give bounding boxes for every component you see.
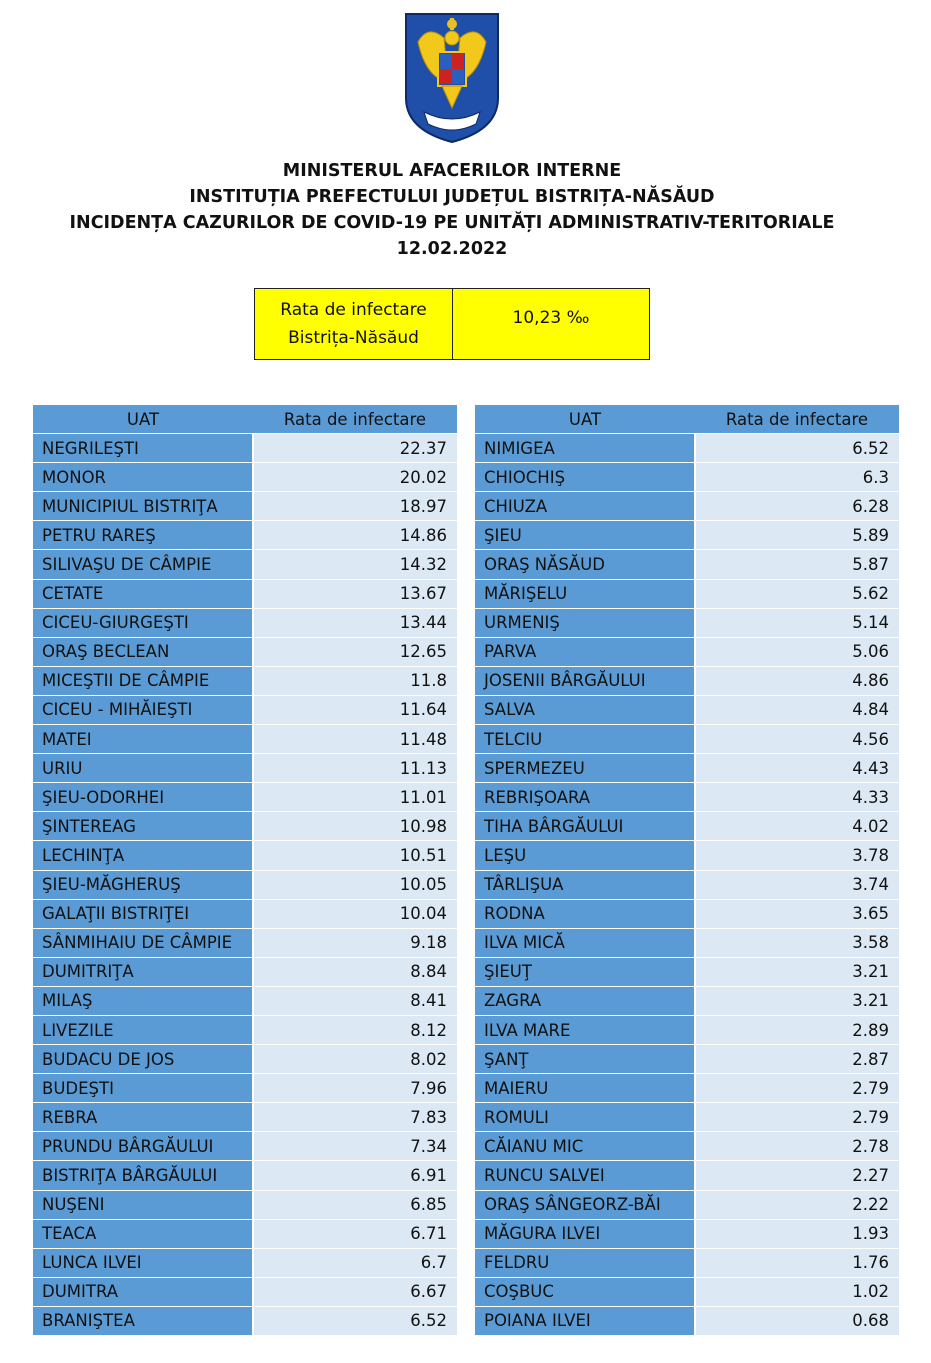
- uat-name-cell: DUMITRIŢA: [33, 957, 253, 986]
- column-header-rate: Rata de infectare: [253, 405, 457, 434]
- infection-rate-cell: 6.52: [253, 1306, 457, 1335]
- uat-name-cell: PARVA: [475, 637, 695, 666]
- uat-name-cell: DUMITRA: [33, 1277, 253, 1306]
- uat-name-cell: LIVEZILE: [33, 1015, 253, 1044]
- uat-name-cell: CHIOCHIŞ: [475, 463, 695, 492]
- table-row: [475, 783, 899, 812]
- uat-name-cell: CETATE: [33, 579, 253, 608]
- infection-rate-cell: 8.41: [253, 986, 457, 1015]
- uat-name-cell: CHIUZA: [475, 492, 695, 521]
- uat-name-cell: ŞIEU-MĂGHERUŞ: [33, 870, 253, 899]
- table-row: [33, 783, 457, 812]
- county-rate-label: [255, 289, 453, 359]
- uat-name-cell: TEACA: [33, 1219, 253, 1248]
- infection-rate-cell: 20.02: [253, 463, 457, 492]
- uat-name-cell: MĂRIŞELU: [475, 579, 695, 608]
- infection-rate-cell: 3.58: [695, 928, 899, 957]
- infection-rate-cell: 14.32: [253, 550, 457, 579]
- uat-name-cell: CĂIANU MIC: [475, 1132, 695, 1161]
- table-row: [33, 899, 457, 928]
- table-row: [475, 1306, 899, 1335]
- uat-name-cell: TELCIU: [475, 725, 695, 754]
- county-rate-label-line1: Rata de infectare: [280, 300, 427, 320]
- infection-rate-cell: 7.83: [253, 1103, 457, 1132]
- uat-name-cell: BUDACU DE JOS: [33, 1045, 253, 1074]
- table-row: [33, 1074, 457, 1103]
- table-row: [475, 1277, 899, 1306]
- uat-name-cell: NEGRILEŞTI: [33, 434, 253, 463]
- uat-name-cell: NUŞENI: [33, 1190, 253, 1219]
- infection-rate-cell: 4.86: [695, 666, 899, 695]
- infection-rate-cell: 8.02: [253, 1045, 457, 1074]
- table-row: [475, 666, 899, 695]
- table-row: [475, 1161, 899, 1190]
- infection-rate-cell: 12.65: [253, 637, 457, 666]
- infection-rate-cell: 4.84: [695, 695, 899, 724]
- infection-rate-cell: 3.21: [695, 957, 899, 986]
- table-row: [33, 957, 457, 986]
- uat-name-cell: TIHA BÂRGĂULUI: [475, 812, 695, 841]
- table-row: [33, 434, 457, 463]
- infection-rate-cell: 9.18: [253, 928, 457, 957]
- uat-name-cell: URIU: [33, 754, 253, 783]
- uat-name-cell: ORAŞ BECLEAN: [33, 637, 253, 666]
- infection-rate-cell: 11.8: [253, 666, 457, 695]
- uat-name-cell: CICEU - MIHĂIEŞTI: [33, 695, 253, 724]
- table-row: [33, 1190, 457, 1219]
- infection-rate-cell: 10.51: [253, 841, 457, 870]
- table-row: [33, 608, 457, 637]
- table-row: [475, 1074, 899, 1103]
- uat-name-cell: MATEI: [33, 725, 253, 754]
- infection-rate-cell: 1.93: [695, 1219, 899, 1248]
- table-row: [475, 695, 899, 724]
- uat-name-cell: GALAŢII BISTRIŢEI: [33, 899, 253, 928]
- table-row: [33, 725, 457, 754]
- infection-rate-cell: 10.05: [253, 870, 457, 899]
- uat-name-cell: MAIERU: [475, 1074, 695, 1103]
- uat-name-cell: ILVA MARE: [475, 1015, 695, 1044]
- uat-name-cell: ILVA MICĂ: [475, 928, 695, 957]
- uat-name-cell: SÂNMIHAIU DE CÂMPIE: [33, 928, 253, 957]
- infection-rate-cell: 3.74: [695, 870, 899, 899]
- infection-rate-cell: 11.01: [253, 783, 457, 812]
- infection-rate-cell: 6.85: [253, 1190, 457, 1219]
- table-row: [475, 957, 899, 986]
- infection-rate-cell: 11.64: [253, 695, 457, 724]
- uat-table-right: [475, 405, 899, 1336]
- uat-name-cell: ŞINTEREAG: [33, 812, 253, 841]
- uat-name-cell: CICEU-GIURGEŞTI: [33, 608, 253, 637]
- uat-name-cell: LUNCA ILVEI: [33, 1248, 253, 1277]
- infection-rate-cell: 5.89: [695, 521, 899, 550]
- uat-table-left: [33, 405, 457, 1336]
- uat-name-cell: ŞANŢ: [475, 1045, 695, 1074]
- table-row: [33, 463, 457, 492]
- infection-rate-cell: 10.04: [253, 899, 457, 928]
- infection-rate-cell: 11.13: [253, 754, 457, 783]
- report-title: INCIDENȚA CAZURILOR DE COVID-19 PE UNITĂȚI ADMINISTRATIV-TERITORIALE: [69, 213, 835, 233]
- uat-name-cell: MICEŞTII DE CÂMPIE: [33, 666, 253, 695]
- table-row: [33, 1306, 457, 1335]
- infection-rate-cell: 2.79: [695, 1103, 899, 1132]
- infection-rate-cell: 7.34: [253, 1132, 457, 1161]
- infection-rate-cell: 7.96: [253, 1074, 457, 1103]
- table-row: [33, 492, 457, 521]
- uat-name-cell: LEŞU: [475, 841, 695, 870]
- infection-rate-cell: 5.62: [695, 579, 899, 608]
- table-row: [475, 725, 899, 754]
- infection-rate-cell: 18.97: [253, 492, 457, 521]
- infection-rate-cell: 14.86: [253, 521, 457, 550]
- uat-name-cell: BRANIŞTEA: [33, 1306, 253, 1335]
- uat-name-cell: PETRU RAREŞ: [33, 521, 253, 550]
- uat-name-cell: URMENIŞ: [475, 608, 695, 637]
- infection-rate-cell: 6.28: [695, 492, 899, 521]
- table-row: [475, 1103, 899, 1132]
- table-row: [33, 695, 457, 724]
- infection-rate-cell: 4.33: [695, 783, 899, 812]
- uat-name-cell: REBRA: [33, 1103, 253, 1132]
- uat-name-cell: ŞIEU-ODORHEI: [33, 783, 253, 812]
- table-row: [475, 550, 899, 579]
- table-row: [33, 1248, 457, 1277]
- uat-name-cell: PRUNDU BÂRGĂULUI: [33, 1132, 253, 1161]
- table-row: [475, 579, 899, 608]
- infection-rate-cell: 3.21: [695, 986, 899, 1015]
- uat-name-cell: ZAGRA: [475, 986, 695, 1015]
- infection-rate-cell: 6.67: [253, 1277, 457, 1306]
- infection-rate-cell: 5.06: [695, 637, 899, 666]
- column-header-rate: Rata de infectare: [695, 405, 899, 434]
- uat-name-cell: TÂRLIŞUA: [475, 870, 695, 899]
- infection-rate-cell: 6.52: [695, 434, 899, 463]
- uat-name-cell: BUDEŞTI: [33, 1074, 253, 1103]
- uat-name-cell: POIANA ILVEI: [475, 1306, 695, 1335]
- table-row: [33, 550, 457, 579]
- table-row: [33, 579, 457, 608]
- ministry-title: MINISTERUL AFACERILOR INTERNE: [282, 161, 622, 181]
- uat-name-cell: ORAŞ SÂNGEORZ-BĂI: [475, 1190, 695, 1219]
- uat-name-cell: RUNCU SALVEI: [475, 1161, 695, 1190]
- infection-rate-cell: 10.98: [253, 812, 457, 841]
- table-row: [33, 1132, 457, 1161]
- column-header-uat: UAT: [33, 405, 253, 434]
- uat-name-cell: JOSENII BÂRGĂULUI: [475, 666, 695, 695]
- infection-rate-cell: 1.02: [695, 1277, 899, 1306]
- table-row: [475, 1219, 899, 1248]
- infection-rate-cell: 2.87: [695, 1045, 899, 1074]
- table-row: [33, 1277, 457, 1306]
- infection-rate-cell: 3.78: [695, 841, 899, 870]
- table-row: [475, 928, 899, 957]
- table-header-row: [475, 405, 899, 434]
- table-row: [475, 1015, 899, 1044]
- uat-name-cell: ROMULI: [475, 1103, 695, 1132]
- table-row: [475, 521, 899, 550]
- table-row: [475, 1190, 899, 1219]
- column-header-uat: UAT: [475, 405, 695, 434]
- table-row: [33, 521, 457, 550]
- infection-rate-cell: 11.48: [253, 725, 457, 754]
- table-row: [475, 463, 899, 492]
- table-row: [475, 637, 899, 666]
- infection-rate-cell: 2.79: [695, 1074, 899, 1103]
- uat-name-cell: REBRIŞOARA: [475, 783, 695, 812]
- uat-name-cell: MILAŞ: [33, 986, 253, 1015]
- uat-name-cell: ŞIEUŢ: [475, 957, 695, 986]
- county-rate-box: [254, 288, 650, 360]
- uat-name-cell: FELDRU: [475, 1248, 695, 1277]
- table-row: [33, 812, 457, 841]
- infection-rate-cell: 1.76: [695, 1248, 899, 1277]
- table-row: [33, 870, 457, 899]
- county-rate-value: 10,23 ‰: [512, 308, 590, 328]
- uat-name-cell: MĂGURA ILVEI: [475, 1219, 695, 1248]
- table-row: [475, 608, 899, 637]
- institution-title: INSTITUȚIA PREFECTULUI JUDEȚUL BISTRIȚA-NĂSĂUD: [189, 187, 715, 207]
- infection-rate-cell: 8.12: [253, 1015, 457, 1044]
- romania-coat-of-arms-logo: [404, 12, 500, 144]
- infection-rate-cell: 2.27: [695, 1161, 899, 1190]
- infection-rate-cell: 6.7: [253, 1248, 457, 1277]
- table-row: [33, 1161, 457, 1190]
- uat-name-cell: ŞIEU: [475, 521, 695, 550]
- table-row: [33, 637, 457, 666]
- table-row: [475, 870, 899, 899]
- infection-rate-cell: 6.91: [253, 1161, 457, 1190]
- uat-name-cell: SPERMEZEU: [475, 754, 695, 783]
- table-row: [475, 1132, 899, 1161]
- document-heading: [0, 158, 904, 262]
- infection-rate-cell: 4.43: [695, 754, 899, 783]
- infection-rate-cell: 5.87: [695, 550, 899, 579]
- table-row: [475, 812, 899, 841]
- uat-name-cell: MONOR: [33, 463, 253, 492]
- infection-rate-cell: 6.3: [695, 463, 899, 492]
- table-row: [33, 1045, 457, 1074]
- infection-rate-cell: 13.44: [253, 608, 457, 637]
- infection-rate-cell: 2.89: [695, 1015, 899, 1044]
- table-row: [475, 841, 899, 870]
- infection-rate-cell: 4.02: [695, 812, 899, 841]
- table-row: [33, 1103, 457, 1132]
- table-row: [475, 492, 899, 521]
- uat-name-cell: MUNICIPIUL BISTRIŢA: [33, 492, 253, 521]
- report-date: 12.02.2022: [396, 239, 508, 259]
- uat-name-cell: ORAŞ NĂSĂUD: [475, 550, 695, 579]
- uat-name-cell: BISTRIŢA BÂRGĂULUI: [33, 1161, 253, 1190]
- uat-name-cell: RODNA: [475, 899, 695, 928]
- table-row: [475, 1045, 899, 1074]
- table-header-row: [33, 405, 457, 434]
- uat-name-cell: NIMIGEA: [475, 434, 695, 463]
- table-row: [33, 841, 457, 870]
- infection-rate-cell: 2.22: [695, 1190, 899, 1219]
- infection-rate-cell: 6.71: [253, 1219, 457, 1248]
- table-row: [33, 928, 457, 957]
- table-row: [475, 434, 899, 463]
- table-row: [475, 986, 899, 1015]
- infection-rate-cell: 13.67: [253, 579, 457, 608]
- uat-name-cell: SILIVAŞU DE CÂMPIE: [33, 550, 253, 579]
- uat-name-cell: LECHINŢA: [33, 841, 253, 870]
- county-rate-label-line2: Bistrița-Năsăud: [288, 328, 419, 348]
- infection-rate-cell: 3.65: [695, 899, 899, 928]
- table-row: [33, 986, 457, 1015]
- infection-rate-cell: 5.14: [695, 608, 899, 637]
- uat-name-cell: COŞBUC: [475, 1277, 695, 1306]
- table-row: [475, 899, 899, 928]
- infection-rate-cell: 0.68: [695, 1306, 899, 1335]
- infection-rate-cell: 2.78: [695, 1132, 899, 1161]
- infection-rate-cell: 4.56: [695, 725, 899, 754]
- table-row: [33, 1015, 457, 1044]
- uat-name-cell: SALVA: [475, 695, 695, 724]
- infection-rate-cell: 22.37: [253, 434, 457, 463]
- table-row: [475, 1248, 899, 1277]
- infection-rate-cell: 8.84: [253, 957, 457, 986]
- table-row: [33, 1219, 457, 1248]
- table-row: [33, 666, 457, 695]
- table-row: [475, 754, 899, 783]
- table-row: [33, 754, 457, 783]
